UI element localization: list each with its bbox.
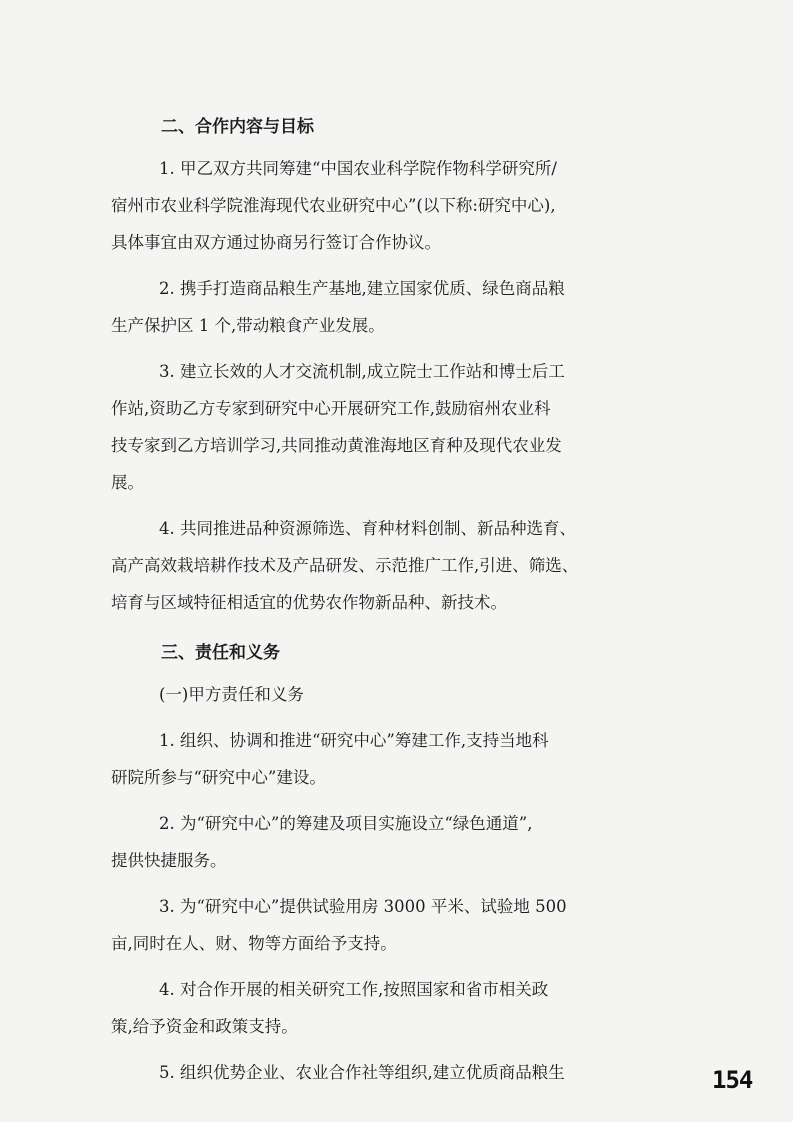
paragraph-item [111, 722, 671, 796]
document-body [111, 104, 671, 1100]
section2-list [111, 150, 671, 621]
paragraph-line: 生产保护区 1 个,带动粮食产业发展。 [111, 316, 385, 335]
paragraph-item [111, 150, 671, 261]
paragraph-line: 宿州市农业科学院淮海现代农业研究中心”(以下称:研究中心), [111, 196, 556, 215]
paragraph-item [111, 1054, 671, 1091]
paragraph-line: 2. 携手打造商品粮生产基地,建立国家优质、绿色商品粮 [159, 279, 565, 298]
paragraph-line: 5. 组织优势企业、农业合作社等组织,建立优质商品粮生 [159, 1063, 565, 1082]
section-heading-responsibilities: 三、责任和义务 [161, 643, 280, 663]
paragraph-line: 1. 甲乙双方共同筹建“中国农业科学院作物科学研究所/ [159, 159, 557, 178]
subsection-heading-party-a: (一)甲方责任和义务 [159, 685, 304, 704]
paragraph-item [111, 971, 671, 1045]
paragraph-line: 2. 为“研究中心”的筹建及项目实施设立“绿色通道”, [159, 814, 533, 833]
paragraph-item [111, 805, 671, 879]
paragraph-item [111, 888, 671, 962]
paragraph-line: 1. 组织、协调和推进“研究中心”筹建工作,支持当地科 [159, 731, 549, 750]
paragraph-line: 技专家到乙方培训学习,共同推动黄淮海地区育种及现代农业发 [111, 436, 562, 455]
paragraph-line: 研院所参与“研究中心”建设。 [111, 768, 326, 787]
paragraph-item [111, 270, 671, 344]
paragraph-line: 3. 建立长效的人才交流机制,成立院士工作站和博士后工 [159, 362, 565, 381]
paragraph-line: 作站,资助乙方专家到研究中心开展研究工作,鼓励宿州农业科 [111, 399, 551, 418]
section-heading-cooperation: 二、合作内容与目标 [161, 117, 314, 137]
paragraph-line: 4. 对合作开展的相关研究工作,按照国家和省市相关政 [159, 980, 549, 999]
paragraph-line: 3. 为“研究中心”提供试验用房 3000 平米、试验地 500 [159, 897, 567, 916]
paragraph-line: 展。 [111, 473, 144, 492]
paragraph-line: 4. 共同推进品种资源筛选、育种材料创制、新品种选育、 [159, 519, 576, 538]
paragraph-line: 培育与区域特征相适宜的优势农作物新品种、新技术。 [111, 593, 507, 612]
section3-list [111, 722, 671, 1091]
paragraph-line: 亩,同时在人、财、物等方面给予支持。 [111, 934, 397, 953]
paragraph-line: 具体事宜由双方通过协商另行签订合作协议。 [111, 233, 441, 252]
paragraph-item [111, 510, 671, 621]
page-number: 154 [712, 1066, 753, 1094]
paragraph-line: 策,给予资金和政策支持。 [111, 1017, 298, 1036]
paragraph-line: 提供快捷服务。 [111, 851, 227, 870]
paragraph-item [111, 353, 671, 501]
paragraph-line: 高产高效栽培耕作技术及产品研发、示范推广工作,引进、筛选、 [111, 556, 579, 575]
